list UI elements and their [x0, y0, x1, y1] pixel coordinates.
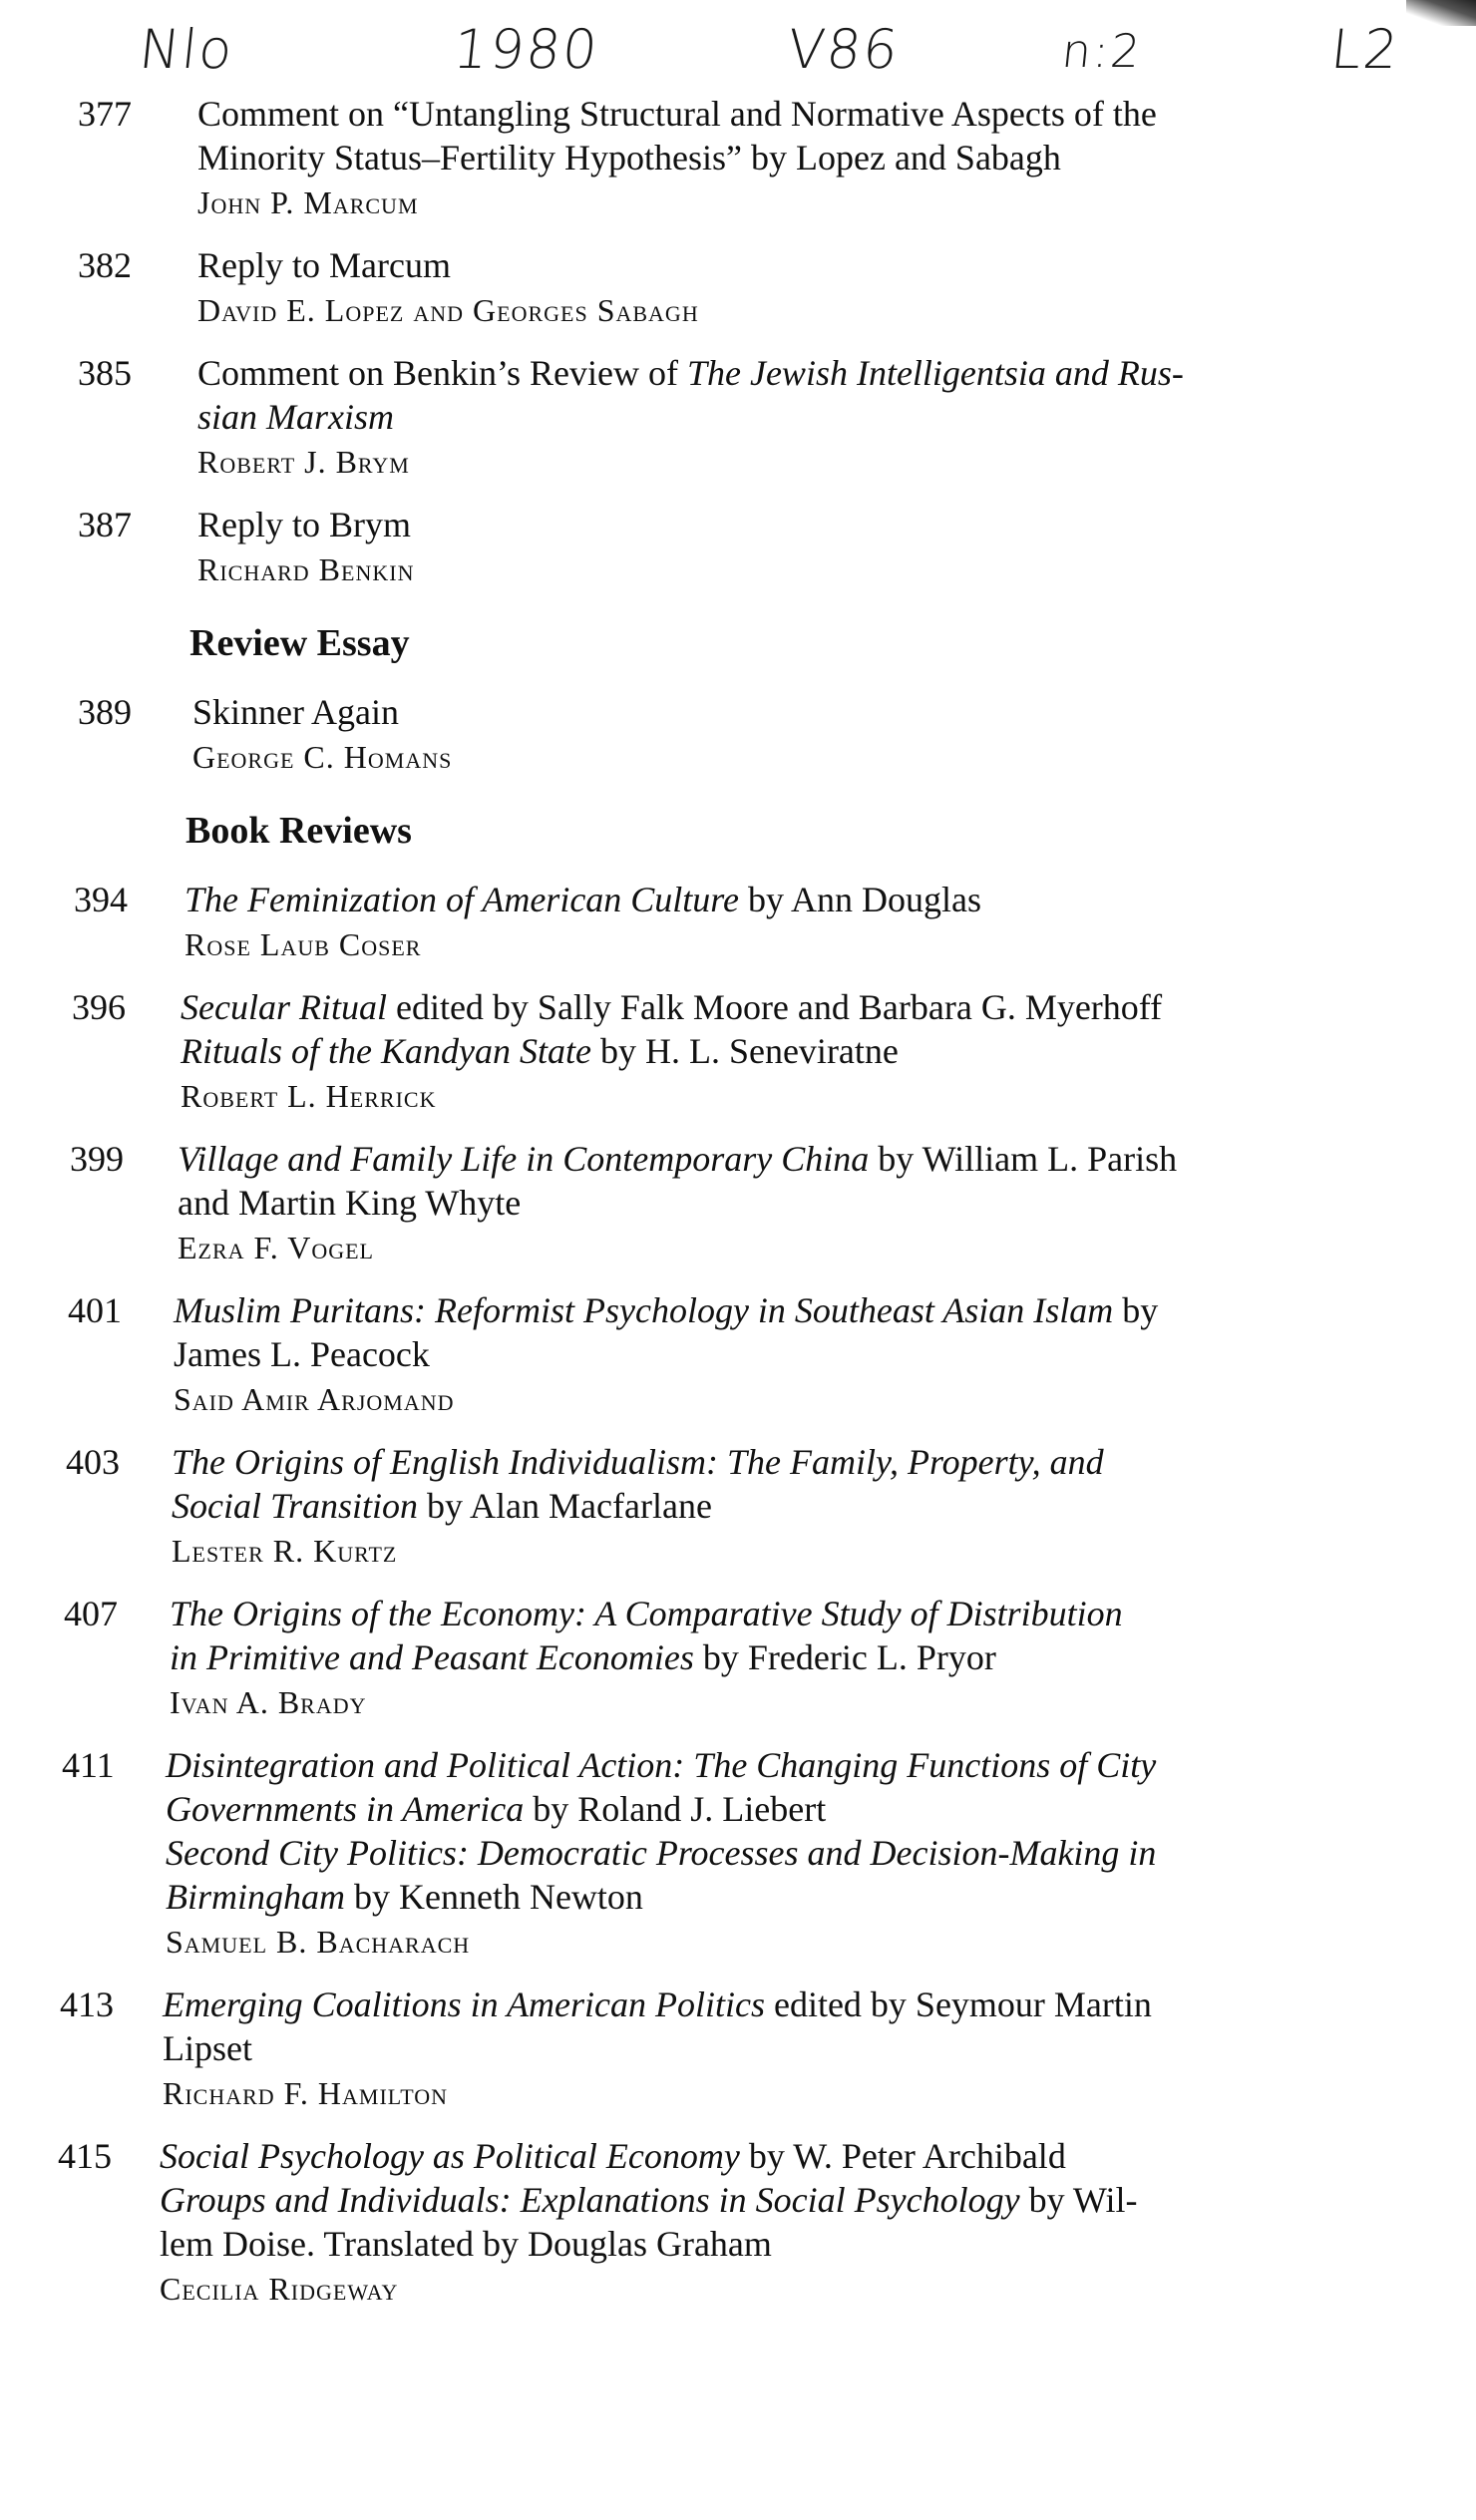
handwriting-1: Nlo [136, 18, 237, 81]
entry-text: James L. Peacock [174, 1334, 430, 1374]
italic-title-text: Emerging Coalitions in American Politics [163, 1984, 765, 2024]
entry-title-line [197, 243, 1476, 287]
entry-title-line [174, 1332, 1476, 1376]
entry-text: by [1113, 1290, 1159, 1330]
toc-entry [0, 1592, 1476, 1725]
page-number: 415 [58, 2136, 112, 2176]
entry-title-line [160, 2178, 1476, 2222]
entry-title-line [197, 92, 1476, 136]
italic-title-text: in Primitive and Peasant Economies [170, 1637, 694, 1677]
italic-title-text: The Origins of English Individualism: The Family, Property, and [172, 1442, 1104, 1482]
reviewer-name: George C. Homans [192, 739, 453, 775]
toc-entry [0, 503, 1476, 592]
italic-title-text: Birmingham [166, 1877, 345, 1917]
reviewer-name: Robert L. Herrick [181, 1078, 437, 1114]
entry-title-line [163, 2026, 1476, 2070]
italic-title-text: Second City Politics: Democratic Processes and Decision-Making in [166, 1833, 1157, 1873]
entry-title-line [197, 395, 1476, 439]
reviewer-name: Cecilia Ridgeway [160, 2271, 399, 2307]
page-number: 413 [60, 1984, 114, 2024]
italic-title-text: Groups and Individuals: Explanations in Social Psychology [160, 2180, 1020, 2220]
italic-title-text: Village and Family Life in Contemporary China [178, 1139, 870, 1179]
toc-entry [0, 690, 1476, 780]
entry-title-line [181, 1029, 1476, 1073]
entry-text: by Alan Macfarlane [418, 1486, 712, 1526]
page-number: 385 [78, 353, 132, 393]
entry-title-line [166, 1831, 1476, 1875]
reviewer-name: Richard Benkin [197, 551, 415, 587]
entry-title-line [197, 136, 1476, 180]
italic-title-text: Rituals of the Kandyan State [181, 1031, 591, 1071]
toc-entry [0, 1440, 1476, 1574]
italic-title-text: The Jewish Intelligentsia and Rus- [686, 353, 1184, 393]
entry-title-line [197, 351, 1476, 395]
page-number: 387 [78, 505, 132, 544]
entry-text: by W. Peter Archibald [739, 2136, 1066, 2176]
reviewer-name: Ezra F. Vogel [178, 1230, 374, 1265]
entry-title-line [160, 2134, 1476, 2178]
entry-title-line [192, 690, 1476, 734]
toc-entry [0, 351, 1476, 485]
entry-text: Reply to Marcum [197, 245, 451, 285]
reviewer-name: Robert J. Brym [197, 444, 410, 480]
italic-title-text: The Origins of the Economy: A Comparative Study of Distribution [170, 1594, 1123, 1633]
reviewer-name: David E. Lopez and Georges Sabagh [197, 292, 699, 328]
page-number: 389 [78, 692, 132, 732]
reviewer-name: Samuel B. Bacharach [166, 1924, 471, 1960]
entry-text: and Martin King Whyte [178, 1183, 522, 1223]
italic-title-text: Secular Ritual [181, 987, 387, 1027]
entry-title-line [170, 1592, 1476, 1635]
handwritten-call-number [0, 18, 1476, 88]
toc-entry [0, 92, 1476, 225]
page-number: 394 [74, 880, 128, 919]
toc-entry [0, 1743, 1476, 1965]
toc-entry [0, 878, 1476, 967]
entry-title-line [174, 1288, 1476, 1332]
reviewer-name: Said Amir Arjomand [174, 1381, 455, 1417]
entry-title-line [170, 1635, 1476, 1679]
reviewer-name: Lester R. Kurtz [172, 1533, 398, 1569]
italic-title-text: The Feminization of American Culture [184, 880, 739, 919]
toc-entry [0, 1288, 1476, 1422]
page-number: 403 [66, 1442, 120, 1482]
toc-entry [0, 1137, 1476, 1270]
entry-title-line [160, 2222, 1476, 2266]
entry-text: Comment on “Untangling Structural and Normative Aspects of the [197, 94, 1157, 134]
entry-title-line [166, 1743, 1476, 1787]
handwriting-4: n:2 [1059, 24, 1145, 78]
table-of-contents [0, 92, 1476, 2330]
italic-title-text: Governments in America [166, 1789, 525, 1829]
handwriting-2: 1980 [450, 18, 602, 81]
entry-text: by Frederic L. Pryor [693, 1637, 996, 1677]
reviewer-name: Richard F. Hamilton [163, 2075, 449, 2111]
entry-text: by H. L. Seneviratne [590, 1031, 899, 1071]
entry-title-line [172, 1484, 1476, 1528]
entry-title-line [166, 1875, 1476, 1919]
section-heading-book-reviews: Book Reviews [185, 810, 412, 852]
page-number: 399 [70, 1139, 124, 1179]
entry-title-line [197, 503, 1476, 546]
entry-text: by Ann Douglas [738, 880, 981, 919]
entry-text: by Kenneth Newton [345, 1877, 643, 1917]
entry-text: lem Doise. Translated by Douglas Graham [160, 2224, 772, 2264]
toc-entry [0, 2134, 1476, 2312]
page-number: 401 [68, 1290, 122, 1330]
handwriting-5: L2 [1327, 18, 1403, 81]
page-number: 411 [62, 1745, 115, 1785]
entry-title-line [178, 1137, 1476, 1181]
entry-text: by William L. Parish [869, 1139, 1178, 1179]
italic-title-text: Social Transition [172, 1486, 419, 1526]
entry-title-line [178, 1181, 1476, 1225]
italic-title-text: sian Marxism [197, 397, 394, 437]
page-number: 407 [64, 1594, 118, 1633]
entry-title-line [181, 985, 1476, 1029]
entry-text: Comment on Benkin’s Review of [197, 353, 687, 393]
page-number: 396 [72, 987, 126, 1027]
entry-title-line [163, 1982, 1476, 2026]
italic-title-text: Disintegration and Political Action: The Changing Functions of City [166, 1745, 1157, 1785]
entry-title-line [166, 1787, 1476, 1831]
entry-title-line [172, 1440, 1476, 1484]
toc-entry [0, 985, 1476, 1119]
entry-text: edited by Sally Falk Moore and Barbara G. Myerhoff [386, 987, 1163, 1027]
toc-entry [0, 243, 1476, 333]
entry-text: Minority Status–Fertility Hypothesis” by Lopez and Sabagh [197, 138, 1061, 178]
entry-text: edited by Seymour Martin [764, 1984, 1152, 2024]
section-heading-review-essay: Review Essay [189, 622, 410, 664]
entry-text: Lipset [163, 2028, 252, 2068]
page-number: 377 [78, 94, 132, 134]
handwriting-3: V86 [784, 18, 903, 81]
reviewer-name: Ivan A. Brady [170, 1684, 367, 1720]
entry-text: by Roland J. Liebert [524, 1789, 827, 1829]
toc-entry [0, 1982, 1476, 2116]
entry-title-line [184, 878, 1476, 921]
reviewer-name: John P. Marcum [197, 184, 419, 220]
entry-text: Reply to Brym [197, 505, 411, 544]
entry-text: by Wil- [1019, 2180, 1138, 2220]
italic-title-text: Muslim Puritans: Reformist Psychology in Southeast Asian Islam [174, 1290, 1114, 1330]
reviewer-name: Rose Laub Coser [184, 926, 422, 962]
page-number: 382 [78, 245, 132, 285]
entry-text: Skinner Again [192, 692, 399, 732]
italic-title-text: Social Psychology as Political Economy [160, 2136, 740, 2176]
